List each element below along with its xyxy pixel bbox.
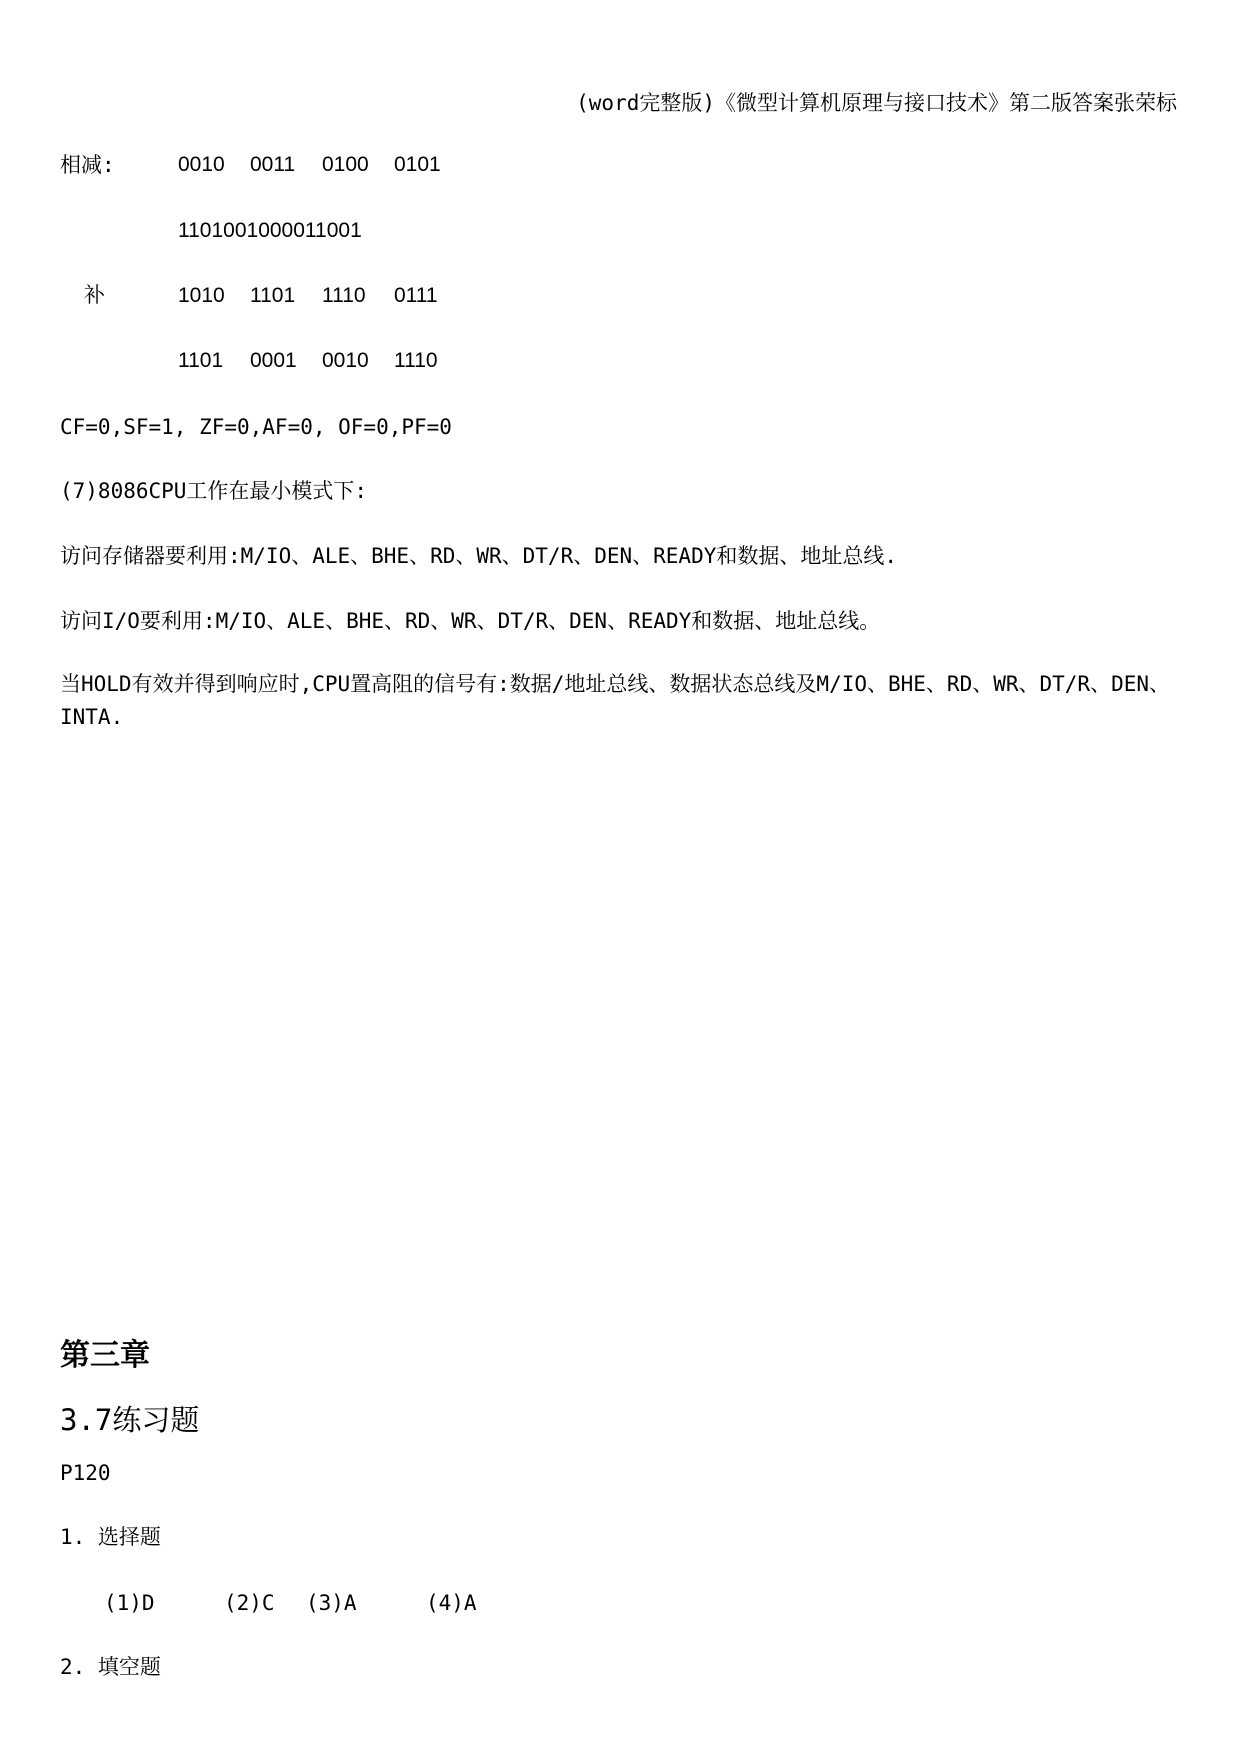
binary-row-2: 1101001000011001 (178, 219, 362, 242)
section-title: 3.7练习题 (60, 1403, 200, 1437)
binary-group: 1101 (178, 349, 224, 372)
question-1-label: 1. 选择题 (60, 1525, 161, 1549)
page-header-title: (word完整版)《微型计算机原理与接口技术》第二版答案张荣标 (576, 91, 1177, 115)
binary-group: 0101 (394, 153, 441, 176)
section-7-heading: (7)8086CPU工作在最小模式下: (60, 479, 368, 503)
choice-answers (104, 1588, 477, 1618)
page-reference: P120 (60, 1461, 111, 1485)
io-access-text: 访问I/O要利用:M/IO、ALE、BHE、RD、WR、DT/R、DEN、READY和数据、地址总线。 (60, 609, 881, 633)
subtract-label: 相减: (60, 153, 115, 177)
answer-item: (2)C (224, 1591, 275, 1615)
binary-group: 1110 (394, 349, 438, 372)
binary-group: 0010 (178, 153, 225, 176)
question-2-label: 2. 填空题 (60, 1655, 161, 1679)
answer-item: (1)D (104, 1591, 155, 1615)
binary-group: 1101 (250, 284, 296, 307)
binary-group: 1110 (322, 284, 366, 307)
binary-group: 0001 (250, 349, 297, 372)
complement-label: 补 (84, 283, 105, 307)
flags-line: CF=0,SF=1, ZF=0,AF=0, OF=0,PF=0 (60, 415, 452, 439)
binary-group: 0010 (322, 349, 369, 372)
binary-group: 0011 (250, 153, 296, 176)
binary-group: 1010 (178, 284, 225, 307)
binary-group: 0100 (322, 153, 369, 176)
chapter-title: 第三章 (60, 1338, 150, 1373)
memory-access-text: 访问存储器要利用:M/IO、ALE、BHE、RD、WR、DT/R、DEN、READY和数据、地址总线. (60, 544, 898, 568)
answer-item: (3)A (306, 1591, 357, 1615)
binary-group: 0111 (394, 284, 438, 307)
hold-response-text: 当HOLD有效并得到响应时,CPU置高阻的信号有:数据/地址总线、数据状态总线及M/IO、BHE、RD、WR、DT/R、DEN、INTA. (60, 672, 1171, 729)
answer-item: (4)A (426, 1591, 477, 1615)
